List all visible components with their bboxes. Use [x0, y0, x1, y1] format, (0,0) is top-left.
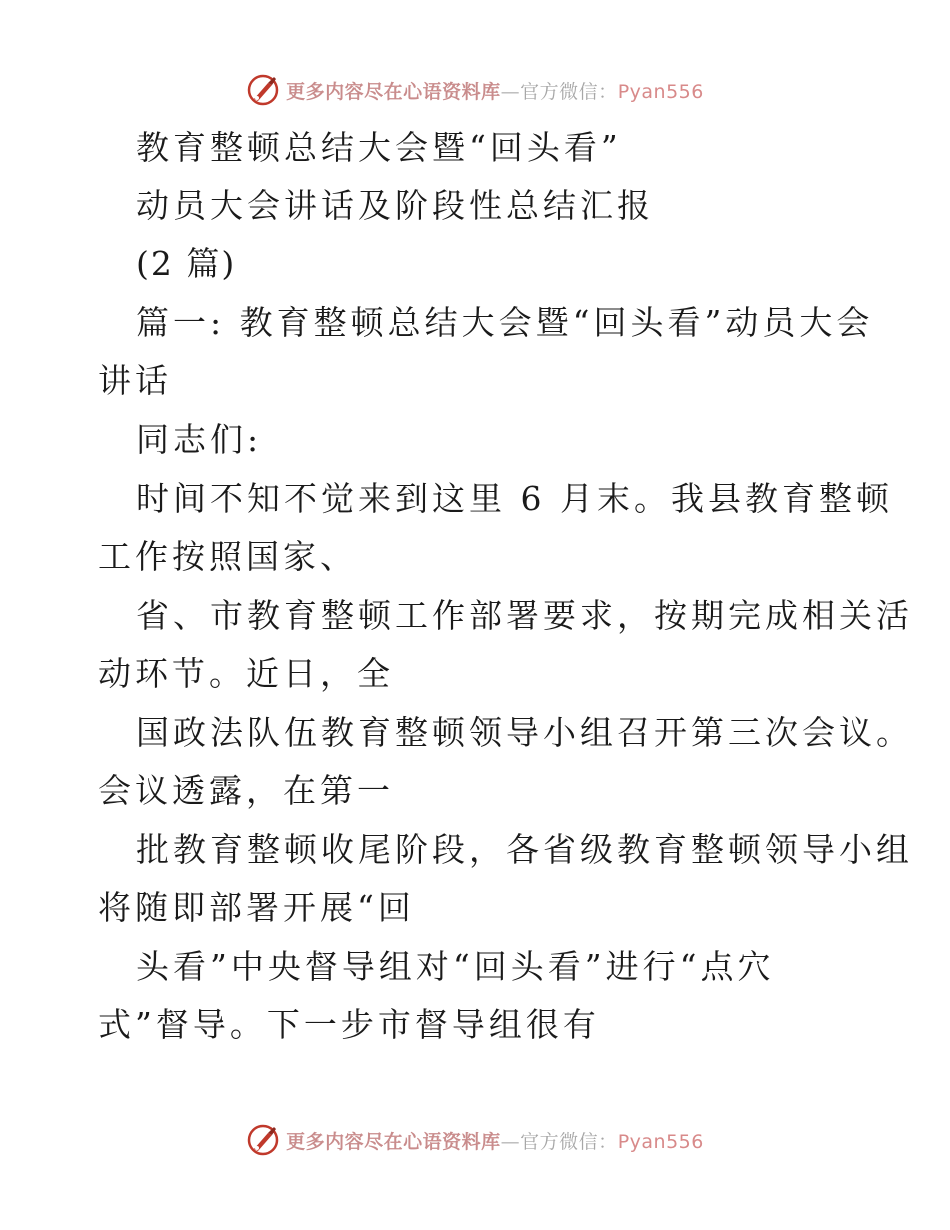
quill-pen-logo-icon	[246, 73, 280, 107]
doc-paragraph-line: 动环节。近日，全	[98, 654, 394, 693]
doc-salutation: 同志们:	[136, 420, 263, 459]
watermark-banner-top	[0, 70, 950, 110]
doc-paragraph-line: 会议透露，在第一	[98, 771, 394, 810]
doc-paragraph-line: 头看”中央督导组对“回头看”进行“点穴	[136, 947, 775, 986]
watermark-banner-bottom	[0, 1120, 950, 1160]
watermark-inner	[246, 73, 704, 107]
doc-paragraph-line: 省、市教育整顿工作部署要求，按期完成相关活	[136, 596, 913, 635]
doc-section-heading: 篇一: 教育整顿总结大会暨“回头看”动员大会	[136, 303, 874, 342]
watermark-prefix: 更多内容尽在心语资料库	[286, 80, 501, 103]
watermark-wechat-label: 官方微信：	[520, 80, 618, 103]
watermark-separator: —	[500, 1130, 521, 1153]
watermark-prefix: 更多内容尽在心语资料库	[286, 1130, 501, 1153]
doc-paragraph-line: 工作按照国家、	[98, 537, 357, 576]
doc-section-heading-cont: 讲话	[98, 361, 172, 400]
quill-pen-logo-icon	[246, 1123, 280, 1157]
doc-paragraph-line: 将随即部署开展“回	[98, 888, 415, 927]
doc-paragraph-line: 式”督导。下一步市督导组很有	[98, 1005, 600, 1044]
watermark-text	[286, 77, 704, 104]
watermark-text	[286, 1127, 704, 1154]
doc-paragraph-line: 时间不知不觉来到这里 6 月末。我县教育整顿	[136, 479, 893, 518]
doc-paragraph-line: 批教育整顿收尾阶段，各省级教育整顿领导小组	[136, 830, 913, 869]
doc-title-count: (2 篇)	[136, 244, 237, 283]
doc-title-line-2: 动员大会讲话及阶段性总结汇报	[136, 186, 654, 225]
watermark-handle: Pyan556	[617, 1130, 704, 1153]
doc-title-line-1: 教育整顿总结大会暨“回头看”	[136, 128, 622, 167]
watermark-inner	[246, 1123, 704, 1157]
watermark-separator: —	[500, 80, 521, 103]
watermark-wechat-label: 官方微信：	[520, 1130, 618, 1153]
watermark-handle: Pyan556	[617, 80, 704, 103]
doc-paragraph-line: 国政法队伍教育整顿领导小组召开第三次会议。	[136, 713, 913, 752]
